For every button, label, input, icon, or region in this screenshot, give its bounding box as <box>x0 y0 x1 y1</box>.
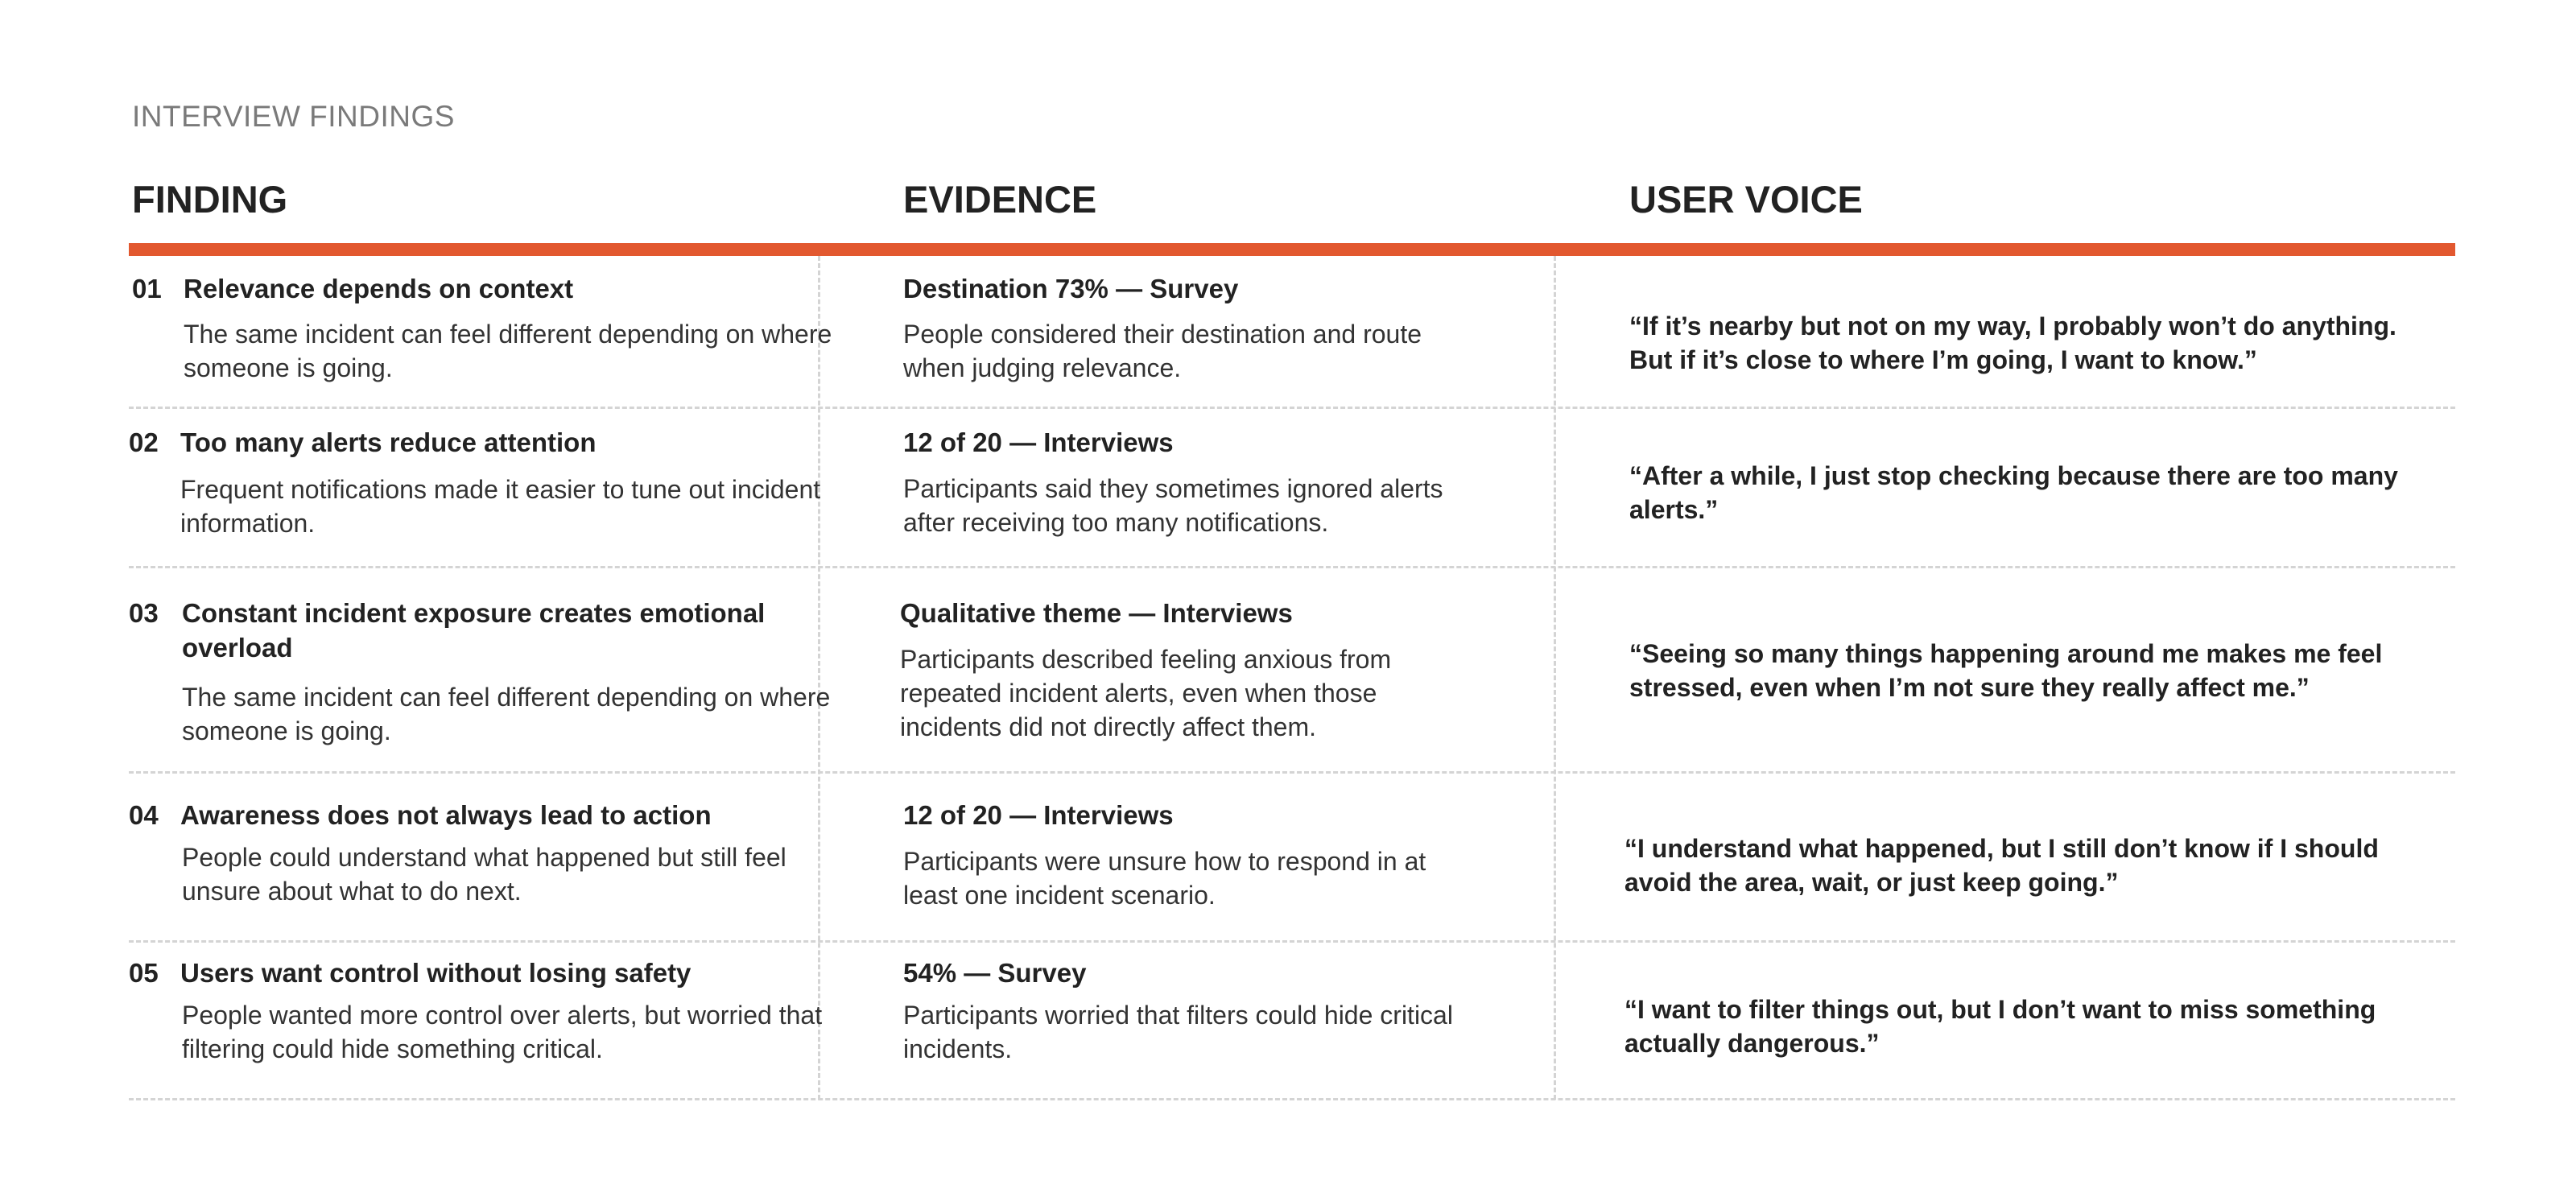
finding-number: 01 <box>132 274 162 303</box>
user-quote: “I want to filter things out, but I don’t want to miss something actually dangerous.” <box>1624 995 2376 1058</box>
evidence-text: Participants worried that filters could hide critical incidents. <box>903 1001 1453 1063</box>
user-quote: “I understand what happened, but I still don’t know if I should avoid the area, wait, or just keep going.” <box>1624 834 2379 897</box>
evidence-title: 12 of 20 — Interviews <box>903 427 1174 457</box>
evidence-text: Participants were unsure how to respond in at least one incident scenario. <box>903 847 1426 910</box>
column-divider-2 <box>1554 256 1556 1100</box>
row-divider-3 <box>129 771 2455 774</box>
finding-number: 04 <box>129 800 159 830</box>
finding-title: Awareness does not always lead to action <box>180 800 712 830</box>
evidence-title: 12 of 20 — Interviews <box>903 800 1174 830</box>
user-quote: “If it’s nearby but not on my way, I probably won’t do anything. But if it’s close to where I’m going, I want to know.” <box>1629 312 2396 374</box>
row-divider-4 <box>129 940 2455 943</box>
evidence-title: Qualitative theme — Interviews <box>900 598 1293 628</box>
row-divider-2 <box>129 566 2455 568</box>
section-eyebrow: INTERVIEW FINDINGS <box>132 100 455 133</box>
finding-description: The same incident can feel different depending on where someone is going. <box>182 683 831 745</box>
evidence-text: Participants described feeling anxious from repeated incident alerts, even when those incidents did not directly affect them. <box>900 645 1392 741</box>
user-quote: “Seeing so many things happening around me makes me feel stressed, even when I’m not sure they really affect me.” <box>1629 639 2383 702</box>
finding-description: People could understand what happened but still feel unsure about what to do next. <box>182 843 786 906</box>
header-finding: FINDING <box>132 178 288 221</box>
evidence-text: People considered their destination and route when judging relevance. <box>903 320 1422 382</box>
finding-number: 03 <box>129 598 159 628</box>
finding-number: 02 <box>129 427 159 457</box>
finding-title: Relevance depends on context <box>184 274 574 303</box>
header-evidence: EVIDENCE <box>903 178 1097 221</box>
evidence-title: Destination 73% — Survey <box>903 274 1239 303</box>
header-user-voice: USER VOICE <box>1629 178 1863 221</box>
finding-description: The same incident can feel different depending on where someone is going. <box>184 320 832 382</box>
user-quote: “After a while, I just stop checking because there are too many alerts.” <box>1629 461 2398 524</box>
finding-title: Too many alerts reduce attention <box>180 427 597 457</box>
evidence-text: Participants said they sometimes ignored alerts after receiving too many notifications. <box>903 474 1443 537</box>
finding-number: 05 <box>129 958 159 988</box>
header-accent-bar <box>129 243 2455 256</box>
row-divider-1 <box>129 407 2455 409</box>
finding-title: Constant incident exposure creates emotional overload <box>182 598 766 663</box>
evidence-title: 54% — Survey <box>903 958 1087 988</box>
finding-title: Users want control without losing safety <box>180 958 691 988</box>
finding-description: Frequent notifications made it easier to tune out incident information. <box>180 475 821 538</box>
row-divider-5 <box>129 1098 2455 1100</box>
finding-description: People wanted more control over alerts, but worried that filtering could hide something critical. <box>182 1001 823 1063</box>
